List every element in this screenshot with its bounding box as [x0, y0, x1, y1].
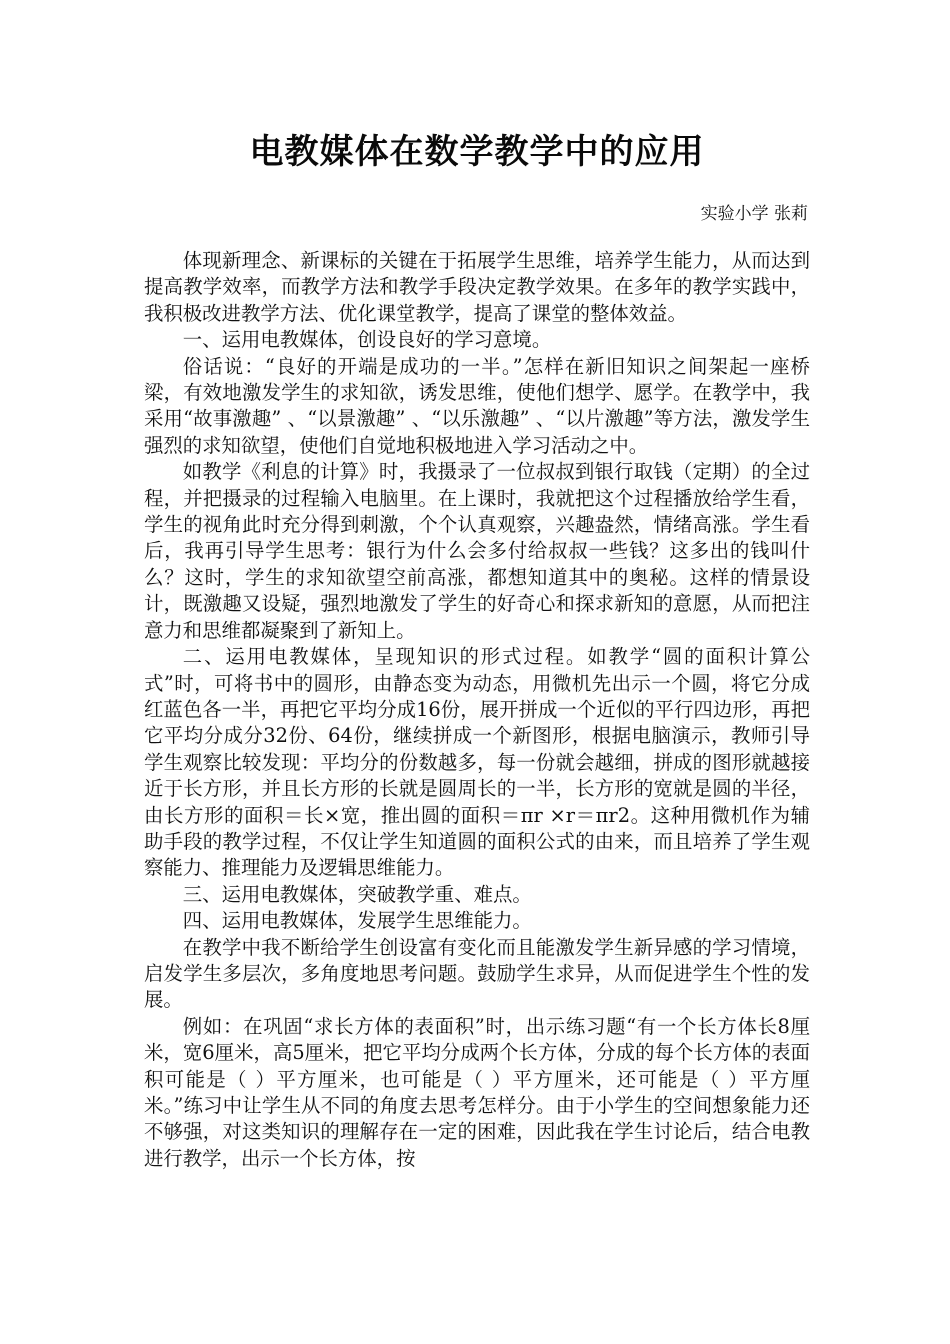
paragraph: 俗话说：“良好的开端是成功的一半。”怎样在新旧知识之间架起一座桥梁，有效地激发学生的求知欲，诱发思维，使他们想学、愿学。在教学中，我采用“故事激趣” 、“以景激趣” 、“以乐激趣” 、“以片激趣”等方法，激发学生强烈的求知欲望，使他们自觉地积极地进入学习活动之中。	[144, 354, 810, 457]
paragraph: 在教学中我不断给学生创设富有变化而且能激发学生新异感的学习情境，启发学生多层次，多角度地思考问题。鼓励学生求异，从而促进学生个性的发展。	[144, 935, 810, 1012]
section-heading-3: 三、运用电教媒体，突破教学重、难点。	[182, 882, 532, 906]
paragraph: 例如：在巩固“求长方体的表面积”时，出示练习题“有一个长方体长8厘米，宽6厘米，高5厘米，把它平均分成两个长方体，分成的每个长方体的表面积可能是（ ）平方厘米，也可能是（ ）平方厘米，还可能是（ ）平方厘米。”练习中让学生从不同的角度去思考怎样分。由于小学生的空间想象能力还不够强，对这类知识的理解存在一定的困难，因此我在学生讨论后，结合电教进行教学，出示一个长方体，按	[144, 1014, 810, 1170]
document-title: 电教媒体在数学教学中的应用	[249, 132, 705, 172]
section-heading-4: 四、运用电教媒体，发展学生思维能力。	[182, 909, 532, 933]
section-heading-2: 二、运用电教媒体，呈现知识的形式过程。如教学“圆的面积计算公式”时，可将书中的圆形，由静态变为动态，用微机先出示一个圆，将它分成红蓝色各一半，再把它平均分成16份，展开拼成一个近似的平行四边形，再把它平均分成分32份、64份，继续拼成一个新图形，根据电脑演示，教师引导学生观察比较发现：平均分的份数越多，每一份就会越细，拼成的图形就越接近于长方形，并且长方形的长就是圆周长的一半，长方形的宽就是圆的半径，由长方形的面积＝长×宽，推出圆的面积＝πr ×r＝πr2。这种用微机作为辅助手段的教学过程，不仅让学生知道圆的面积公式的由来，而且培养了学生观察能力、推理能力及逻辑思维能力。	[144, 645, 810, 880]
document-body	[144, 248, 810, 1172]
document-page	[144, 0, 810, 1172]
section-heading-1: 一、运用电教媒体，创设良好的学习意境。	[182, 328, 552, 352]
paragraph: 如教学《利息的计算》时，我摄录了一位叔叔到银行取钱（定期）的全过程，并把摄录的过程输入电脑里。在上课时，我就把这个过程播放给学生看，学生的视角此时充分得到刺激，个个认真观察，兴趣盎然，情绪高涨。学生看后，我再引导学生思考：银行为什么会多付给叔叔一些钱？这多出的钱叫什么？这时，学生的求知欲望空前高涨，都想知道其中的奥秘。这样的情景设计，既激趣又设疑，强烈地激发了学生的好奇心和探求新知的意愿，从而把注意力和思维都凝聚到了新知上。	[144, 460, 810, 642]
author-line: 实验小学 张莉	[700, 204, 808, 224]
paragraph-intro: 体现新理念、新课标的关键在于拓展学生思维，培养学生能力，从而达到提高教学效率，而教学方法和教学手段决定教学效果。在多年的教学实践中，我积极改进教学方法、优化课堂教学，提高了课堂的整体效益。	[144, 249, 810, 325]
